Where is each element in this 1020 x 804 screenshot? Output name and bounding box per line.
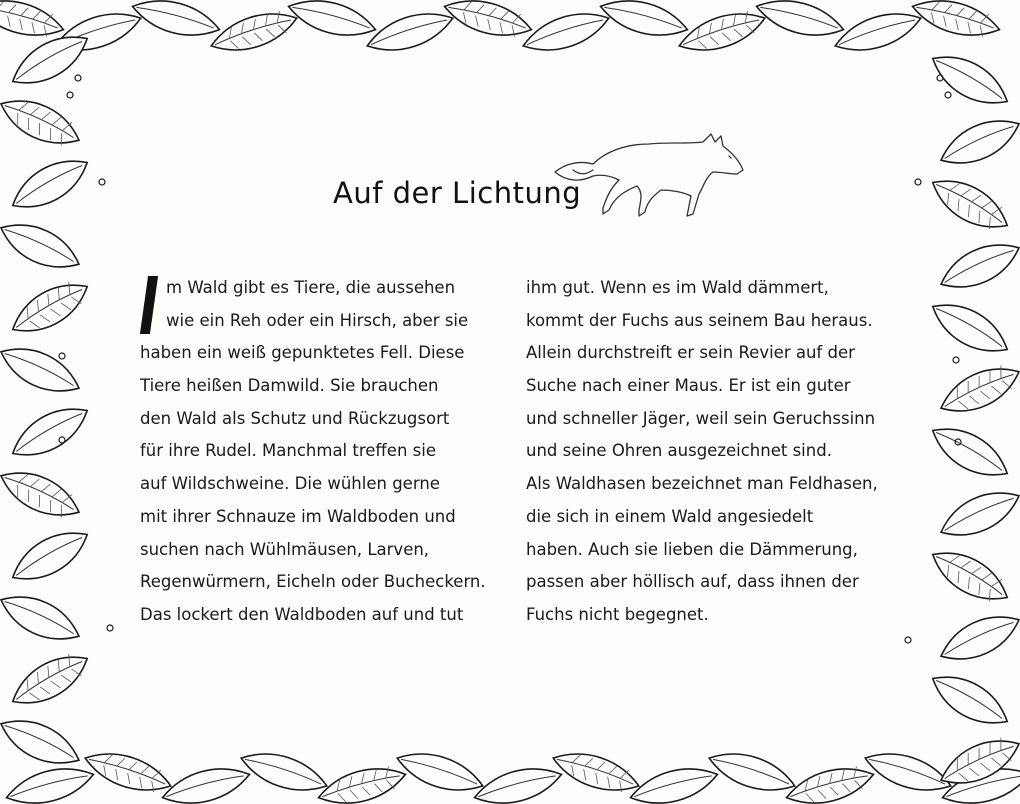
text-line: für ihre Rudel. Manchmal treffen sie bbox=[140, 441, 436, 461]
text-line: Allein durchstreift er sein Revier auf der bbox=[526, 343, 855, 363]
leaf-icon bbox=[783, 760, 878, 804]
leaf-icon bbox=[753, 0, 848, 44]
leaf-icon bbox=[861, 744, 956, 800]
dot-ornament bbox=[905, 637, 911, 643]
text-line: und schneller Jäger, weil sein Geruchssinn bbox=[526, 408, 876, 428]
leaf-icon bbox=[925, 540, 1016, 612]
text-line: Tiere heißen Damwild. Sie brauchen bbox=[140, 376, 439, 396]
text-line: m Wald gibt es Tiere, die aussehen bbox=[166, 278, 456, 297]
text-line: suchen nach Wühlmäusen, Larven, bbox=[140, 539, 430, 559]
text-line: Das lockert den Waldboden auf und tut bbox=[140, 604, 464, 624]
leaf-icon bbox=[675, 4, 770, 60]
leaf-icon bbox=[597, 0, 692, 44]
leaf-icon bbox=[0, 213, 86, 279]
fox-icon bbox=[553, 130, 753, 222]
text-column-left bbox=[140, 272, 486, 632]
leaf-icon bbox=[0, 89, 86, 155]
leaf-icon bbox=[909, 0, 1004, 44]
text-line: den Wald als Schutz und Rückzugsort bbox=[140, 408, 450, 428]
leaf-icon bbox=[549, 744, 644, 800]
leaf-icon bbox=[934, 357, 1020, 423]
leaf-icon bbox=[285, 0, 380, 44]
text-line: wie ein Reh oder ein Hirsch, aber sie bbox=[166, 310, 469, 330]
text-column-right bbox=[526, 272, 878, 632]
text-line: kommt der Fuchs aus seinem Bau heraus. bbox=[526, 310, 873, 330]
dot-ornament bbox=[915, 179, 921, 185]
text-line: und seine Ohren ausgezeichnet sind. bbox=[526, 441, 832, 461]
dot-ornament bbox=[99, 179, 105, 185]
leaf-icon bbox=[159, 760, 254, 804]
leaf-icon bbox=[441, 0, 536, 44]
dot-ornament bbox=[67, 92, 73, 98]
text-line: Regenwürmern, Eicheln oder Bucheckern. bbox=[140, 572, 486, 592]
leaf-icon bbox=[5, 520, 96, 592]
text-line: Fuchs nicht begegnet. bbox=[526, 604, 709, 624]
leaf-icon bbox=[925, 664, 1016, 736]
text-line: Als Waldhasen bezeichnet man Feldhasen, bbox=[526, 474, 878, 494]
leaf-icon bbox=[237, 744, 332, 800]
page-title: Auf der Lichtung bbox=[333, 176, 582, 210]
dot-ornament bbox=[953, 357, 959, 363]
leaf-icon bbox=[5, 148, 96, 220]
text-line: mit ihrer Schnauze im Waldboden und bbox=[140, 506, 456, 526]
leaf-icon bbox=[0, 709, 86, 775]
leaf-icon bbox=[81, 744, 176, 800]
leaf-icon bbox=[627, 760, 722, 804]
text-line: auf Wildschweine. Die wühlen gerne bbox=[140, 474, 440, 494]
leaf-icon bbox=[934, 605, 1020, 671]
leaf-icon bbox=[471, 760, 566, 804]
leaf-icon bbox=[925, 416, 1016, 488]
text-line: passen aber höllisch auf, dass ihnen der bbox=[526, 572, 859, 592]
leaf-icon bbox=[363, 4, 458, 60]
leaf-icon bbox=[519, 4, 614, 60]
leaf-icon bbox=[3, 760, 98, 804]
dot-ornament bbox=[107, 625, 113, 631]
leaf-icon bbox=[129, 0, 224, 44]
leaf-icon bbox=[0, 461, 86, 527]
leaf-icon bbox=[831, 4, 926, 60]
leaf-icon bbox=[393, 744, 488, 800]
dot-ornament bbox=[75, 75, 81, 81]
leaf-icon bbox=[925, 168, 1016, 240]
leaf-icon bbox=[705, 744, 800, 800]
leaf-icon bbox=[5, 644, 96, 716]
text-line: haben ein weiß gepunktetes Fell. Diese bbox=[140, 343, 465, 363]
leaf-icon bbox=[315, 760, 410, 804]
leaf-icon bbox=[925, 292, 1016, 364]
leaf-icon bbox=[0, 0, 67, 44]
leaf-icon bbox=[934, 109, 1020, 175]
leaf-icon bbox=[5, 396, 96, 468]
leaf-icon bbox=[934, 233, 1020, 299]
leaf-icon bbox=[934, 481, 1020, 547]
leaf-icon bbox=[0, 585, 86, 651]
dot-ornament bbox=[59, 353, 65, 359]
text-line: die sich in einem Wald angesiedelt bbox=[526, 506, 814, 526]
leaf-icon bbox=[0, 337, 86, 403]
leaf-icon bbox=[5, 272, 96, 344]
leaf-icon bbox=[207, 4, 302, 60]
text-line: haben. Auch sie lieben die Dämmerung, bbox=[526, 539, 858, 559]
text-line: Suche nach einer Maus. Er ist ein guter bbox=[526, 376, 851, 396]
dot-ornament bbox=[945, 92, 951, 98]
dot-ornament bbox=[937, 75, 943, 81]
text-line: ihm gut. Wenn es im Wald dämmert, bbox=[526, 278, 829, 297]
